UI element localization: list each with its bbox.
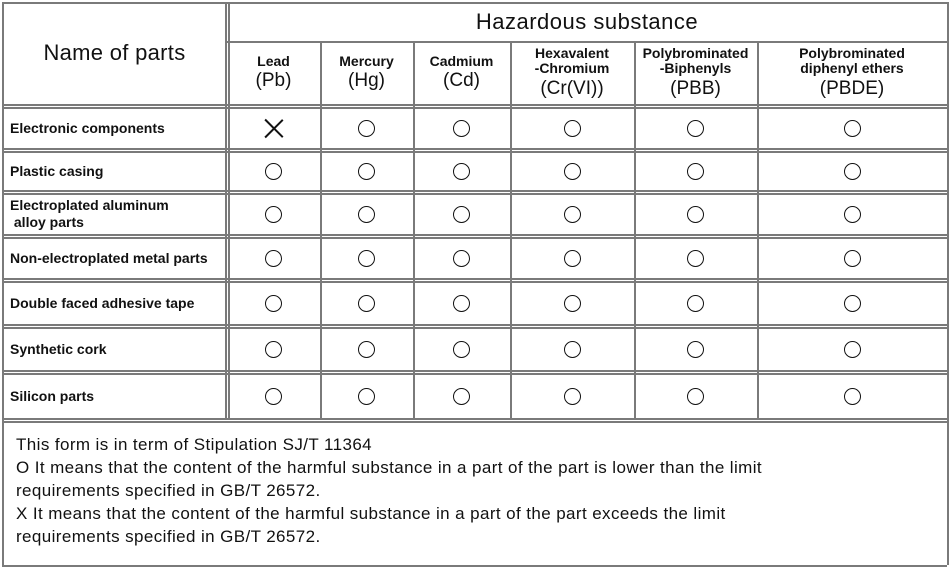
substance-mark-cell <box>634 282 757 324</box>
below-limit-circle-mark <box>358 341 375 358</box>
substance-mark-cell <box>634 328 757 370</box>
column-header-crvi <box>510 41 634 104</box>
below-limit-circle-mark <box>453 163 470 180</box>
substance-name: Polybrominated diphenyl ethers <box>799 45 905 77</box>
substance-mark-cell <box>510 152 634 190</box>
substance-mark-cell <box>634 374 757 418</box>
substance-mark-cell <box>413 194 510 234</box>
below-limit-circle-mark <box>453 388 470 405</box>
below-limit-circle-mark <box>687 120 704 137</box>
note-stipulation: This form is in term of Stipulation SJ/T 11364 <box>16 435 373 454</box>
substance-symbol: (Hg) <box>348 70 385 92</box>
substance-symbol: (PBB) <box>670 77 721 99</box>
below-limit-circle-mark <box>453 250 470 267</box>
below-limit-circle-mark <box>564 163 581 180</box>
below-limit-circle-mark <box>358 388 375 405</box>
substance-mark-cell <box>510 194 634 234</box>
substance-mark-cell <box>413 374 510 418</box>
row-divider <box>2 370 947 372</box>
substance-mark-cell <box>510 282 634 324</box>
below-limit-circle-mark <box>358 163 375 180</box>
below-limit-circle-mark <box>844 341 861 358</box>
substance-symbol: (Pb) <box>255 70 292 92</box>
below-limit-circle-mark <box>687 388 704 405</box>
hazardous-substance-header: Hazardous substance <box>475 8 699 34</box>
note-cross-meaning: X It means that the content of the harmful substance in a part of the part exceeds the limit <box>16 504 726 523</box>
substance-mark-cell <box>227 328 320 370</box>
substance-mark-cell <box>634 194 757 234</box>
substance-mark-cell <box>757 108 947 148</box>
substance-mark-cell <box>413 328 510 370</box>
below-limit-circle-mark <box>358 250 375 267</box>
substance-mark-cell <box>227 282 320 324</box>
below-limit-circle-mark <box>358 120 375 137</box>
substance-mark-cell <box>413 282 510 324</box>
below-limit-circle-mark <box>564 341 581 358</box>
substance-mark-cell <box>320 152 413 190</box>
below-limit-circle-mark <box>687 163 704 180</box>
substance-mark-cell <box>757 238 947 278</box>
column-header-pb <box>227 41 320 104</box>
row-divider <box>2 104 947 106</box>
name-of-parts-header: Name of parts <box>43 40 186 65</box>
frame-bottom-border <box>2 565 947 567</box>
substance-symbol: (Cr(VI)) <box>540 77 604 99</box>
below-limit-circle-mark <box>564 388 581 405</box>
column-header-cd <box>413 41 510 104</box>
row-divider-inner <box>2 421 947 423</box>
frame-right-border <box>947 2 949 565</box>
substance-mark-cell <box>320 374 413 418</box>
below-limit-circle-mark <box>844 206 861 223</box>
substance-mark-cell <box>227 374 320 418</box>
substance-mark-cell <box>634 108 757 148</box>
below-limit-circle-mark <box>265 163 282 180</box>
substance-mark-cell <box>320 282 413 324</box>
substance-mark-cell <box>227 194 320 234</box>
substance-mark-cell <box>757 328 947 370</box>
substance-name: Lead <box>257 52 290 69</box>
part-name: Non-electroplated metal parts <box>10 249 208 266</box>
substance-mark-cell <box>320 328 413 370</box>
note-circle-meaning: O It means that the content of the harmful substance in a part of the part is lower than the limit <box>16 458 763 477</box>
substance-mark-cell <box>510 328 634 370</box>
below-limit-circle-mark <box>358 206 375 223</box>
below-limit-circle-mark <box>358 295 375 312</box>
part-name: Electroplated aluminum alloy parts <box>10 197 169 230</box>
below-limit-circle-mark <box>453 295 470 312</box>
row-divider <box>2 418 947 420</box>
below-limit-circle-mark <box>453 120 470 137</box>
below-limit-circle-mark <box>265 295 282 312</box>
substance-mark-cell <box>634 152 757 190</box>
below-limit-circle-mark <box>564 206 581 223</box>
substance-mark-cell <box>320 194 413 234</box>
substance-mark-cell <box>757 152 947 190</box>
column-header-pbde <box>757 41 947 104</box>
substance-mark-cell <box>510 374 634 418</box>
substance-mark-cell <box>757 374 947 418</box>
substance-mark-cell <box>413 238 510 278</box>
note-circle-meaning-continued: requirements specified in GB/T 26572. <box>16 481 321 500</box>
below-limit-circle-mark <box>265 250 282 267</box>
below-limit-circle-mark <box>564 295 581 312</box>
row-divider <box>2 148 947 150</box>
substance-mark-cell <box>320 238 413 278</box>
substance-name: Polybrominated -Biphenyls <box>642 45 749 77</box>
exceeds-limit-cross-mark <box>264 118 284 138</box>
part-name: Electronic components <box>10 119 165 136</box>
substance-mark-cell <box>320 108 413 148</box>
below-limit-circle-mark <box>265 341 282 358</box>
substance-mark-cell <box>510 238 634 278</box>
substance-mark-cell <box>227 238 320 278</box>
substance-mark-cell <box>227 152 320 190</box>
below-limit-circle-mark <box>265 388 282 405</box>
row-divider <box>2 234 947 236</box>
part-name: Double faced adhesive tape <box>10 294 195 311</box>
row-divider <box>2 278 947 280</box>
below-limit-circle-mark <box>687 206 704 223</box>
column-header-pbb <box>634 41 757 104</box>
below-limit-circle-mark <box>687 250 704 267</box>
below-limit-circle-mark <box>564 250 581 267</box>
substance-symbol: (Cd) <box>443 70 480 92</box>
below-limit-circle-mark <box>844 295 861 312</box>
below-limit-circle-mark <box>564 120 581 137</box>
below-limit-circle-mark <box>265 206 282 223</box>
row-divider <box>2 324 947 326</box>
table-notes <box>16 433 941 548</box>
substance-symbol: (PBDE) <box>819 77 885 99</box>
below-limit-circle-mark <box>687 341 704 358</box>
below-limit-circle-mark <box>687 295 704 312</box>
below-limit-circle-mark <box>844 120 861 137</box>
column-header-hg <box>320 41 413 104</box>
part-name: Synthetic cork <box>10 340 107 357</box>
below-limit-circle-mark <box>844 250 861 267</box>
substance-mark-cell <box>413 108 510 148</box>
part-name: Silicon parts <box>10 387 95 404</box>
substance-mark-cell <box>757 194 947 234</box>
substance-name: Cadmium <box>429 52 494 69</box>
substance-mark-cell <box>413 152 510 190</box>
row-divider <box>2 190 947 192</box>
substance-name: Hexavalent -Chromium <box>534 45 610 77</box>
below-limit-circle-mark <box>453 341 470 358</box>
below-limit-circle-mark <box>453 206 470 223</box>
substance-mark-cell <box>757 282 947 324</box>
below-limit-circle-mark <box>844 388 861 405</box>
substance-mark-cell <box>510 108 634 148</box>
substance-name: Mercury <box>339 52 394 69</box>
substance-mark-cell <box>227 108 320 148</box>
substance-mark-cell <box>634 238 757 278</box>
part-name: Plastic casing <box>10 162 104 179</box>
below-limit-circle-mark <box>844 163 861 180</box>
note-cross-meaning-continued: requirements specified in GB/T 26572. <box>16 527 321 546</box>
